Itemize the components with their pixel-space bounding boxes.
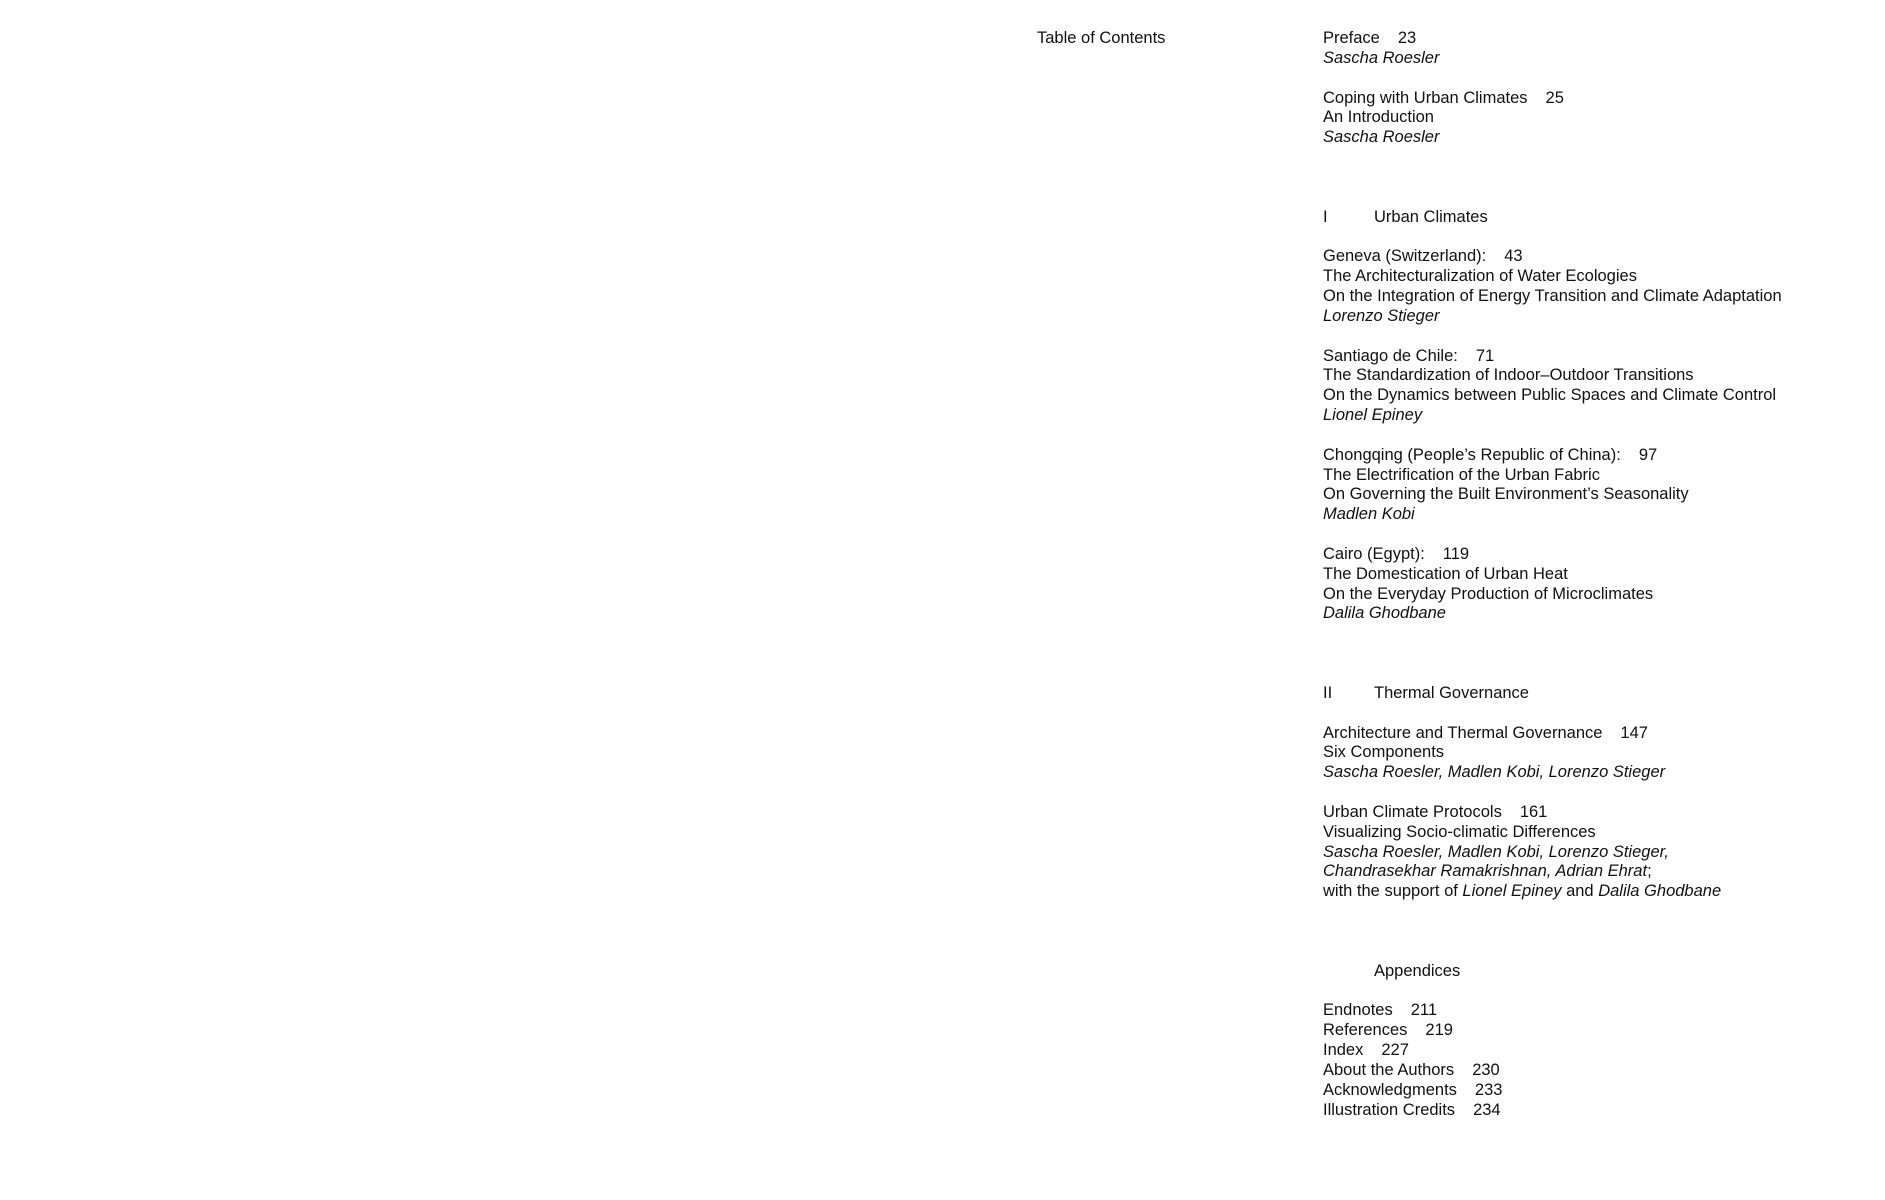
entry-title: Chongqing (People’s Republic of China):: [1323, 445, 1621, 464]
entry-author: Sascha Roesler, Madlen Kobi, Lorenzo Stieger: [1323, 763, 1666, 782]
support-author: Lionel Epiney: [1462, 882, 1562, 901]
entry-title: Coping with Urban Climates: [1323, 88, 1528, 107]
page-title: Table of Contents: [1037, 29, 1166, 47]
entry-spacer: [1323, 982, 1863, 1002]
entry-subtitle: On the Everyday Production of Microclimates: [1323, 584, 1654, 603]
toc-entry: [1323, 89, 1863, 149]
toc-entry: [1323, 724, 1863, 784]
part-heading: [1323, 208, 1863, 228]
entry-author: Dalila Ghodbane: [1323, 604, 1446, 623]
part-label: Thermal Governance: [1374, 683, 1529, 702]
appendix-page-number: 227: [1381, 1041, 1409, 1060]
part-thermal-governance: [1323, 684, 1863, 902]
entry-spacer: [1323, 783, 1863, 803]
appendix-item: [1323, 1021, 1863, 1041]
appendices-section: [1323, 962, 1863, 1121]
entry-authors-continued: [1323, 862, 1863, 882]
appendix-title: About the Authors: [1323, 1060, 1455, 1079]
appendix-title: Index: [1323, 1041, 1364, 1060]
entry-spacer: [1323, 327, 1863, 347]
toc-entry: [1323, 29, 1863, 69]
appendix-page-number: 211: [1410, 1001, 1438, 1020]
entry-page-number: 25: [1545, 88, 1564, 107]
appendix-page-number: 219: [1425, 1021, 1453, 1040]
entry-support-line: [1323, 882, 1863, 902]
entry-page-number: 97: [1638, 445, 1658, 464]
toc-entry: [1323, 347, 1863, 426]
appendix-title: Endnotes: [1323, 1001, 1393, 1020]
entry-authors: Sascha Roesler, Madlen Kobi, Lorenzo Stieger,: [1323, 842, 1669, 861]
support-author: Dalila Ghodbane: [1598, 882, 1722, 901]
support-prefix: with the support of: [1323, 882, 1463, 901]
entry-author: Sascha Roesler: [1323, 128, 1440, 147]
entry-author: Lorenzo Stieger: [1323, 306, 1440, 325]
entry-subtitle: The Standardization of Indoor–Outdoor Transitions: [1323, 366, 1694, 385]
appendix-title: Illustration Credits: [1323, 1100, 1456, 1119]
appendix-page-number: 233: [1474, 1080, 1503, 1099]
section-spacer: [1323, 148, 1863, 208]
entry-subtitle: On the Integration of Energy Transition and Climate Adaptation: [1323, 286, 1782, 305]
table-of-contents: [1323, 29, 1863, 1120]
entry-title-line: [1323, 347, 1863, 367]
part-numeral: I: [1323, 207, 1328, 226]
toc-entry: [1323, 446, 1863, 525]
front-matter: [1323, 29, 1863, 148]
appendix-item: [1323, 1101, 1863, 1121]
entry-subtitle: On Governing the Built Environment’s Seasonality: [1323, 485, 1689, 504]
entry-page-number: 71: [1475, 346, 1495, 365]
entry-subtitle: On the Dynamics between Public Spaces and Climate Control: [1323, 386, 1777, 405]
appendix-title: References: [1323, 1021, 1408, 1040]
entry-title: Urban Climate Protocols: [1323, 802, 1502, 821]
entry-author: Madlen Kobi: [1323, 505, 1415, 524]
appendix-item: [1323, 1061, 1863, 1081]
entry-title: Geneva (Switzerland):: [1323, 247, 1487, 266]
toc-entry: [1323, 545, 1863, 624]
part-label: Appendices: [1374, 961, 1461, 980]
part-label: Urban Climates: [1374, 207, 1488, 226]
entry-page-number: 43: [1504, 247, 1523, 266]
entry-author-names: Chandrasekhar Ramakrishnan, Adrian Ehrat: [1323, 862, 1648, 881]
entry-title-line: [1323, 724, 1863, 744]
appendix-title: Acknowledgments: [1323, 1080, 1457, 1099]
entry-page-number: 119: [1442, 544, 1470, 563]
entry-title: Cairo (Egypt):: [1323, 544, 1425, 563]
entry-title: Santiago de Chile:: [1323, 346, 1458, 365]
section-spacer: [1323, 624, 1863, 684]
entry-title-line: [1323, 29, 1863, 49]
entry-spacer: [1323, 426, 1863, 446]
entry-title-line: [1323, 247, 1863, 267]
appendix-item: [1323, 1081, 1863, 1101]
appendix-item: [1323, 1001, 1863, 1021]
entry-spacer: [1323, 704, 1863, 724]
part-numeral: II: [1323, 683, 1333, 702]
entry-title: Preface: [1323, 29, 1380, 47]
entry-subtitle: The Electrification of the Urban Fabric: [1323, 465, 1600, 484]
appendix-item: [1323, 1041, 1863, 1061]
punctuation: ;: [1647, 862, 1652, 881]
entry-page-number: 161: [1519, 802, 1548, 821]
entry-page-number: 23: [1397, 29, 1417, 47]
entry-subtitle: Six Components: [1323, 743, 1445, 762]
entry-subtitle: An Introduction: [1323, 108, 1434, 127]
appendix-page-number: 234: [1473, 1100, 1501, 1119]
entry-author: Sascha Roesler: [1323, 48, 1440, 67]
toc-entry-protocols: [1323, 803, 1863, 902]
entry-title-line: [1323, 545, 1863, 565]
part-heading: [1323, 684, 1863, 704]
entry-title-line: [1323, 446, 1863, 466]
entry-author: Lionel Epiney: [1323, 406, 1423, 425]
entry-spacer: [1323, 525, 1863, 545]
entry-spacer: [1323, 69, 1863, 89]
part-heading: [1323, 962, 1863, 982]
entry-title: Architecture and Thermal Governance: [1323, 723, 1603, 742]
entry-subtitle: Visualizing Socio-climatic Differences: [1323, 822, 1596, 841]
toc-entry: [1323, 247, 1863, 326]
entry-title-line: [1323, 803, 1863, 823]
entry-subtitle: The Domestication of Urban Heat: [1323, 564, 1568, 583]
entry-spacer: [1323, 227, 1863, 247]
entry-page-number: 147: [1620, 723, 1648, 742]
entry-title-line: [1323, 89, 1863, 109]
section-spacer: [1323, 902, 1863, 962]
entry-subtitle: The Architecturalization of Water Ecologies: [1323, 267, 1637, 286]
part-urban-climates: [1323, 208, 1863, 625]
support-conjunction: and: [1561, 882, 1599, 901]
appendix-page-number: 230: [1472, 1060, 1500, 1079]
